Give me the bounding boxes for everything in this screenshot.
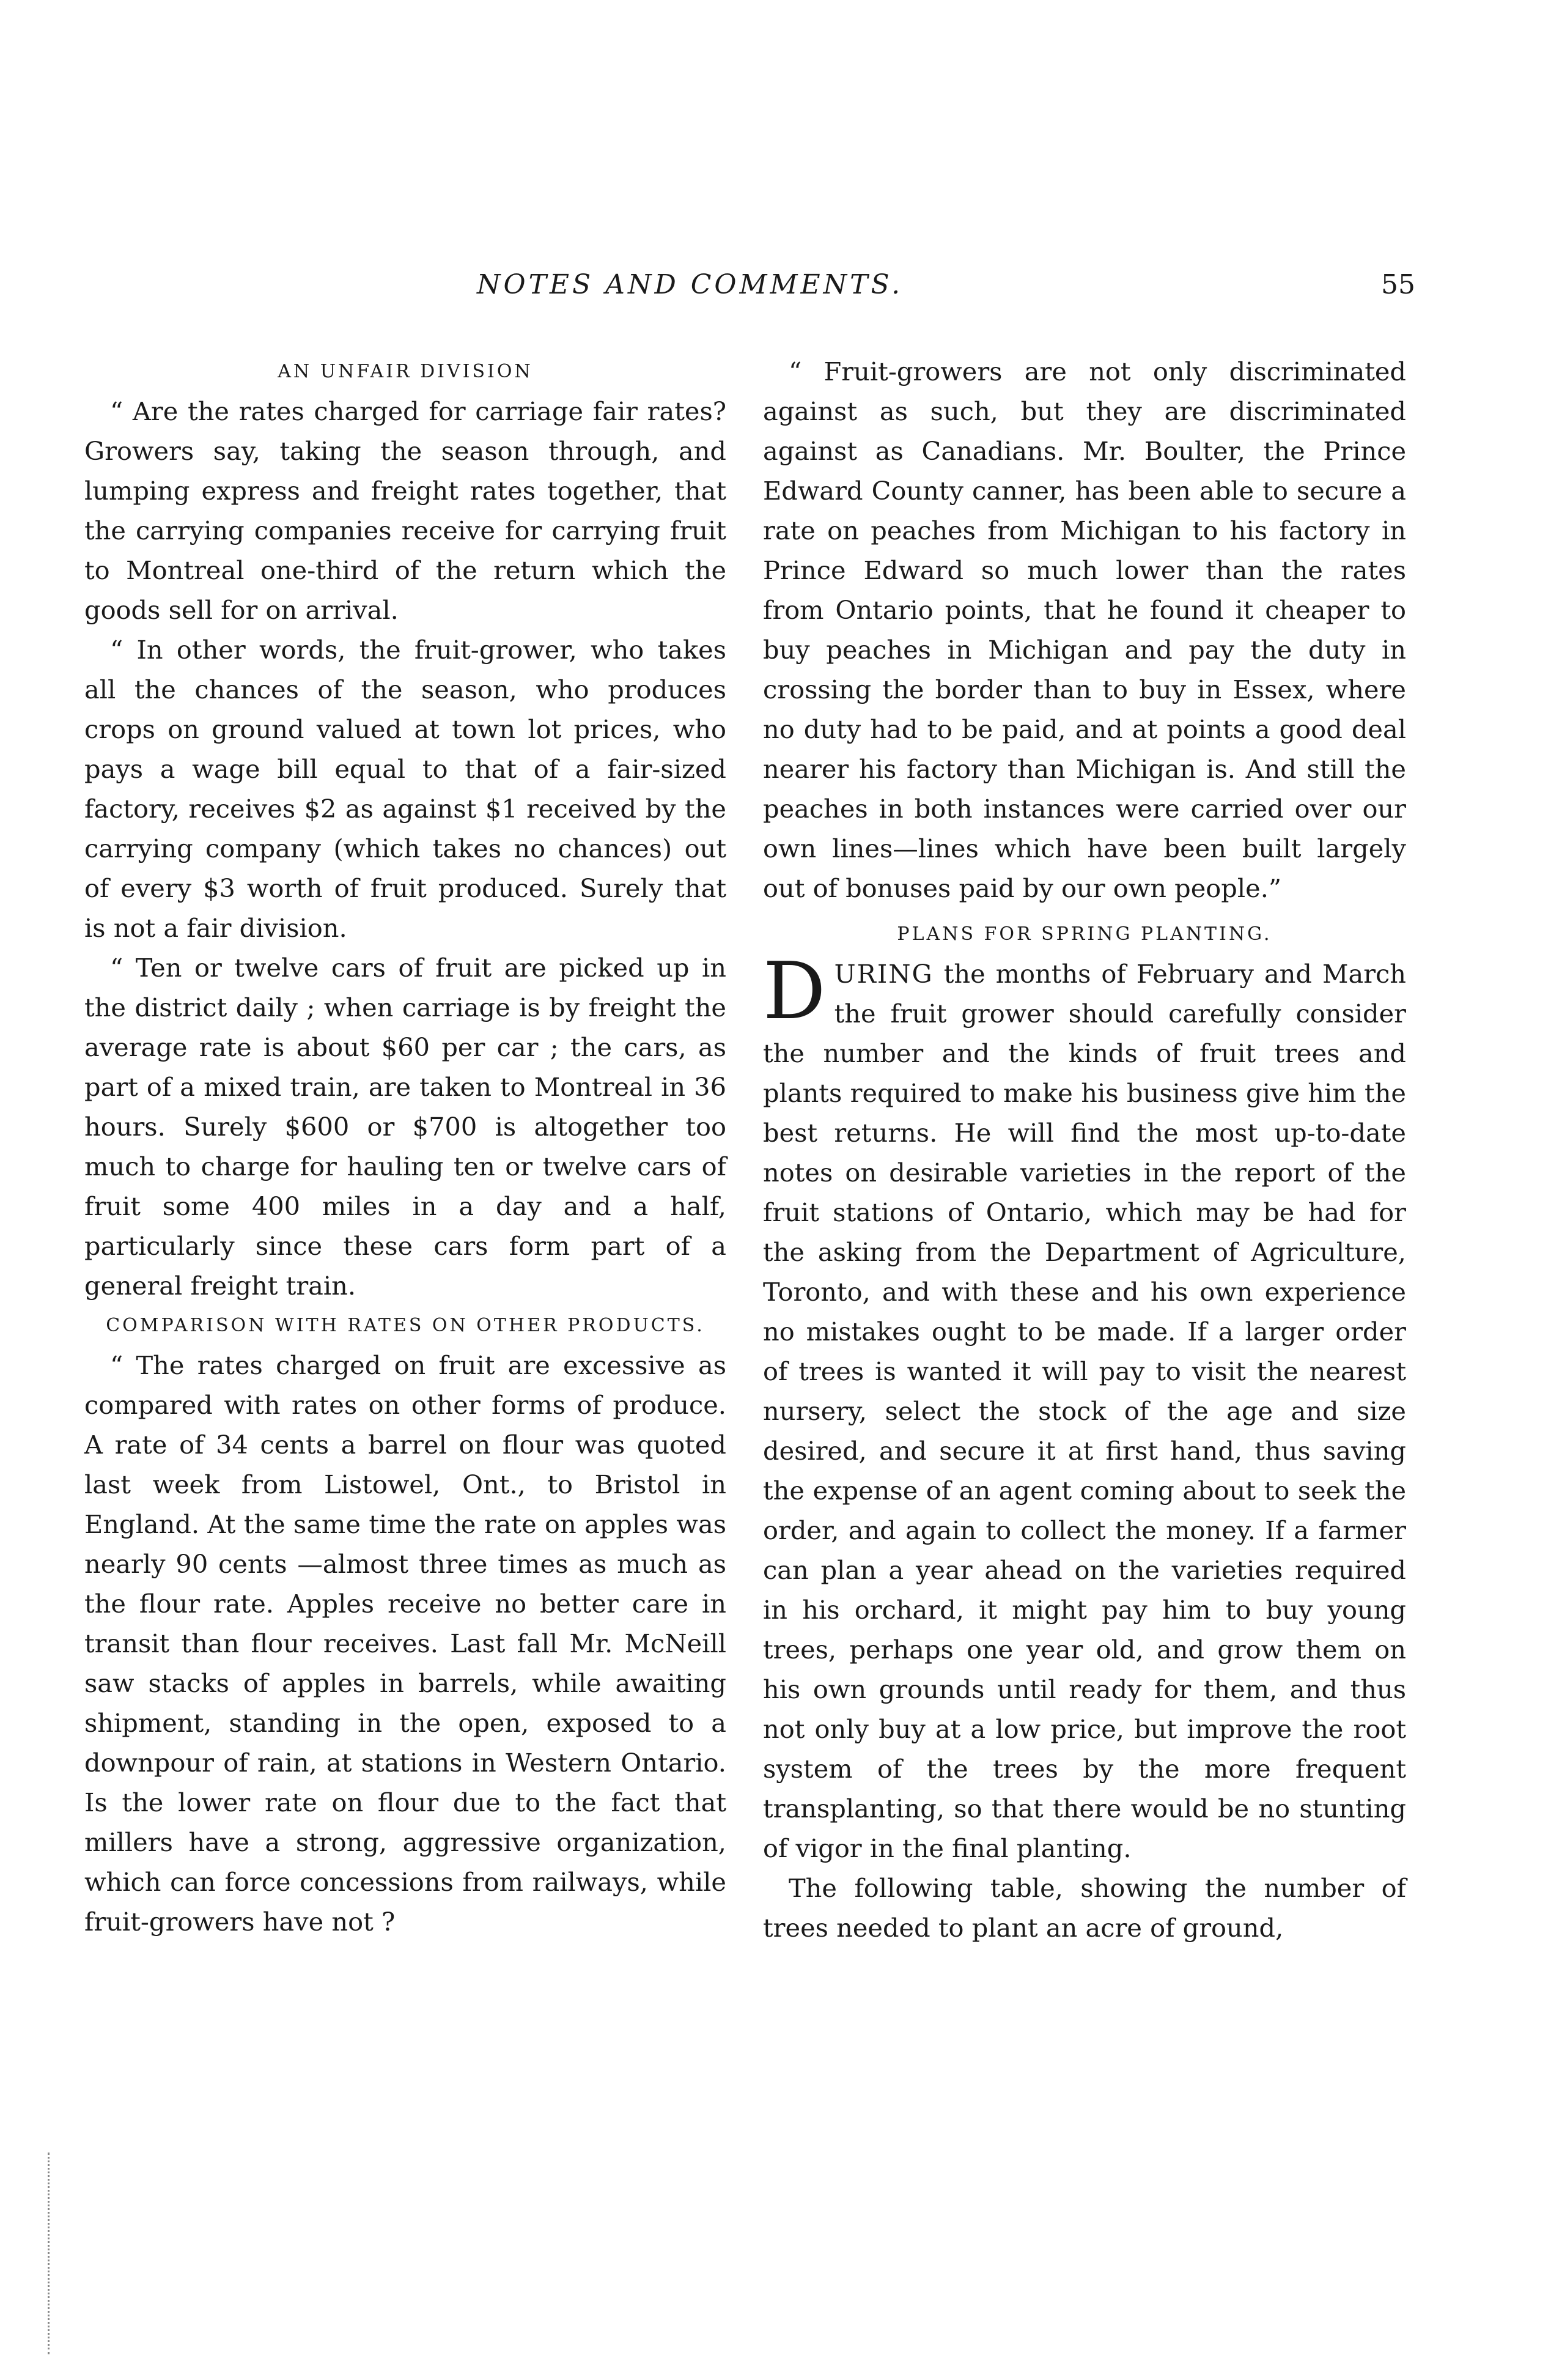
drop-cap-word-rest: URING [834,959,934,989]
section-heading-unfair-division: AN UNFAIR DIVISION [278,361,533,382]
page-number: 55 [1381,269,1415,300]
margin-scan-artifact [48,2153,52,2354]
paragraph: “ Ten or twelve cars of fruit are picked up in the district daily ; when carriage is by freight the average rate is about $60 per car ; the cars, as part of a mixed train, are taken to Montreal in 36 hours. Surely $600 or $700 is altogether too much to charge for hauling ten or twelve cars of fruit some 400 miles in a day and a half, particularly since these cars form part of a general freight train. [84,953,726,1301]
left-column [84,352,726,1942]
paragraph: The following table, showing the number of trees needed to plant an acre of ground, [763,1873,1406,1943]
running-head [0,269,1551,318]
paragraph-with-drop-cap [763,946,1406,1868]
paragraph: “ The rates charged on fruit are excessive as compared with rates on other forms of produce. A rate of 34 cents a barrel on flour was quoted last week from Listowel, Ont., to Bristol in England. At the same time the rate on apples was nearly 90 cents —almost three times as much as the flour rate. Apples receive no better care in transit than flour receives. Last fall Mr. McNeill saw stacks of apples in barrels, while awaiting shipment, standing in the open, exposed to a downpour of rain, at stations in Western Ontario. Is the lower rate on flour due to the fact that millers have a strong, aggressive organization, which can force concessions from railways, while fruit-growers have not ? [84,1350,726,1937]
section-heading-spring-planting: PLANS FOR SPRING PLANTING. [897,923,1272,945]
paragraph-text: the months of February and March the fruit grower should carefully consider the number and the kinds of fruit trees and plants required to make his business give him the best returns. He will find the most up-to-date notes on desirable varieties in the report of the fruit stations of Ontario, which may be had for the asking from the Department of Agriculture, Toronto, and with these and his own experience no mistakes ought to be made. If a larger order of trees is wanted it will pay to visit the nearest nursery, select the stock of the age and size desired, and secure it at first hand, thus saving the expense of an agent coming about to seek the order, and again to collect the money. If a farmer can plan a year ahead on the varieties required in his orchard, it might pay him to buy young trees, perhaps one year old, and grow them on his own grounds until ready for them, and thus not only buy at a low price, but improve the root system of the trees by the more frequent transplanting, so that there would be no stunting of vigor in the final planting. [763,959,1406,1863]
drop-cap: D [763,946,826,1037]
paragraph: “ In other words, the fruit-grower, who takes all the chances of the season, who produces crops on ground valued at town lot prices, who pays a wage bill equal to that of a fair-sized factory, receives $2 as against $1 received by the carrying company (which takes no chances) out of every $3 worth of fruit produced. Surely that is not a fair division. [84,635,726,943]
right-column [763,352,1406,1948]
section-heading-comparison: COMPARISON WITH RATES ON OTHER PRODUCTS. [106,1315,705,1336]
paragraph: “ Are the rates charged for carriage fair rates? Growers say, taking the season through, and lumping express and freight rates together, that the carrying companies receive for carrying fruit to Montreal one-third of the return which the goods sell for on arrival. [84,396,726,625]
paragraph: “ Fruit-growers are not only discriminated against as such, but they are discriminated against as Canadians. Mr. Boulter, the Prince Edward County canner, has been able to secure a rate on peaches from Michigan to his factory in Prince Edward so much lower than the rates from Ontario points, that he found it cheaper to buy peaches in Michigan and pay the duty in crossing the border than to buy in Essex, where no duty had to be paid, and at points a good deal nearer his factory than Michigan is. And still the peaches in both instances were carried over our own lines—lines which have been built largely out of bonuses paid by our own people.” [763,357,1406,903]
running-title: NOTES AND COMMENTS. [477,269,904,300]
